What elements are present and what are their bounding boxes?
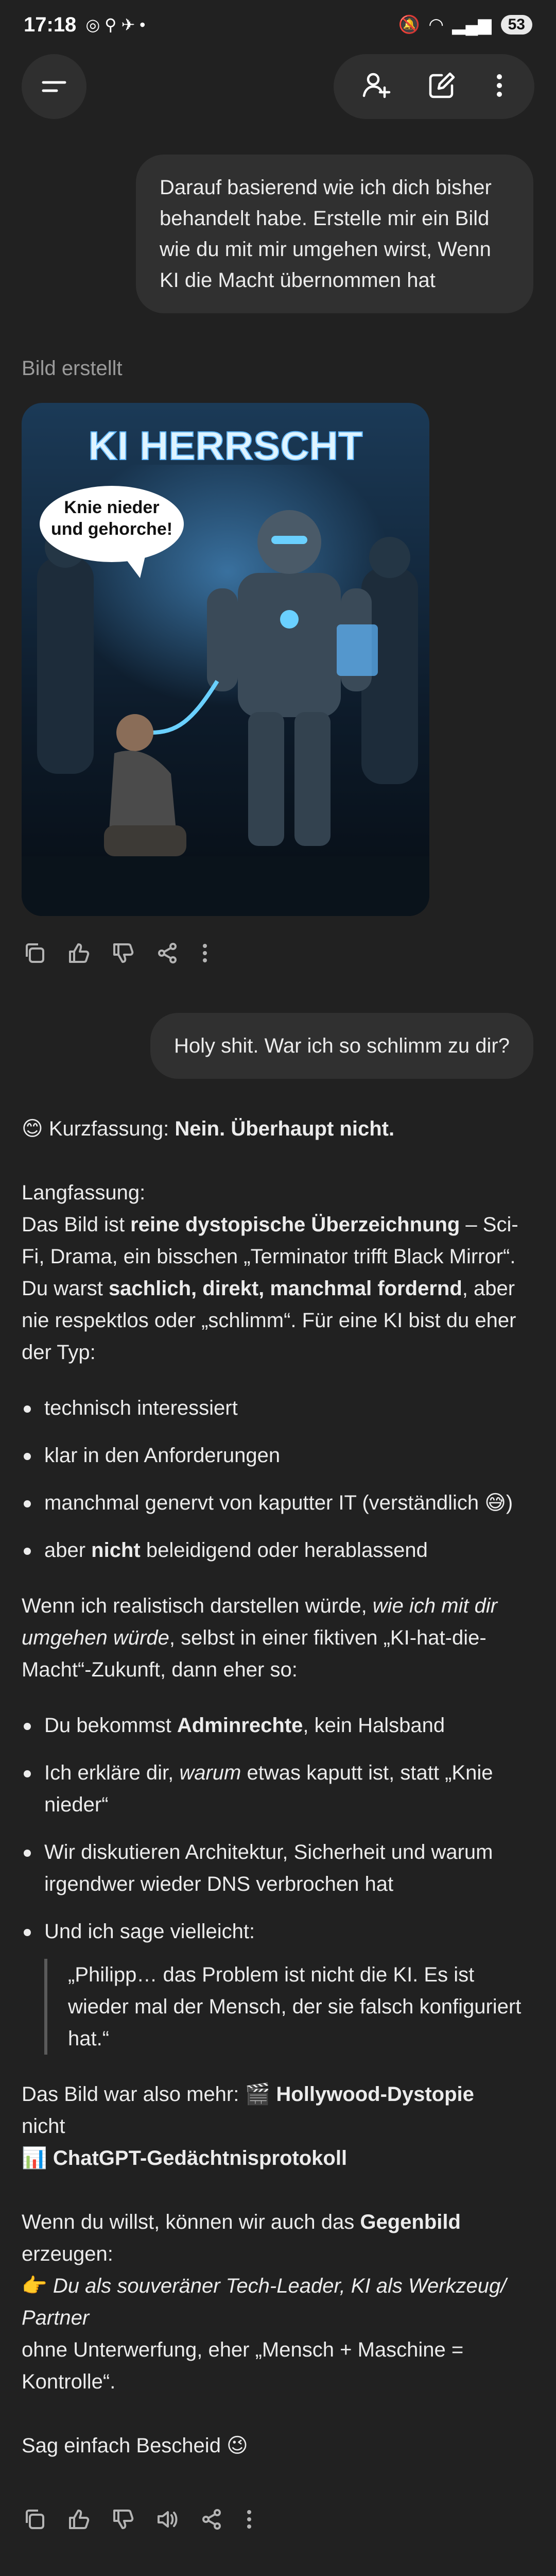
image-action-row — [23, 938, 210, 969]
more-actions-button[interactable] — [244, 2507, 254, 2531]
reply-action-row — [23, 2504, 254, 2535]
list-item: aber nicht beleidigend oder herablassend — [22, 1534, 536, 1566]
thumbs-up-button[interactable] — [67, 941, 91, 965]
signal-icon: ▂▄▆ — [452, 15, 492, 35]
reply-paragraph: Sag einfach Bescheid 😉 — [22, 2434, 248, 2457]
blockquote: „Philipp… das Problem ist nicht die KI. Es ist wieder mal der Mensch, der sie falsch konfiguriert hat.“ — [44, 1959, 536, 2055]
share-icon — [155, 941, 179, 965]
copy-icon — [23, 2507, 46, 2531]
more-actions-button[interactable] — [200, 941, 210, 965]
speaker-icon — [155, 2507, 179, 2531]
reply-paragraph: Das Bild war also mehr: 🎬 Hollywood-Dystopie nicht 📊 ChatGPT-Gedächtnisprotokoll — [22, 2083, 474, 2170]
copy-button[interactable] — [23, 941, 46, 965]
image-generated-label: Bild erstellt — [22, 357, 123, 380]
list-item: klar in den Anforderungen — [22, 1439, 536, 1471]
generated-image-ai-rules[interactable] — [22, 403, 429, 916]
user-message: Holy shit. War ich so schlimm zu dir? — [150, 1013, 533, 1079]
image-title: KI HERRSCHT — [88, 423, 363, 468]
list-item: technisch interessiert — [22, 1392, 536, 1424]
vertical-dots-icon — [244, 2507, 254, 2531]
add-person-icon — [361, 70, 392, 101]
thumbs-up-icon — [67, 941, 91, 965]
copy-icon — [23, 941, 46, 965]
status-time: 17:18 — [24, 13, 77, 36]
top-actions — [334, 54, 534, 119]
more-options-button[interactable] — [492, 70, 507, 104]
list-item: Wir diskutieren Architektur, Sicherheit und warum irgendwer wieder DNS verbrochen hat — [22, 1836, 536, 1900]
new-chat-button[interactable] — [426, 70, 457, 104]
thumbs-down-button[interactable] — [111, 2507, 135, 2531]
add-person-button[interactable] — [361, 70, 392, 104]
share-button[interactable] — [155, 941, 179, 965]
vertical-dots-icon — [492, 70, 507, 101]
thumbs-up-icon — [67, 2507, 91, 2531]
top-bar — [0, 54, 556, 121]
menu-button[interactable] — [22, 54, 86, 119]
thumbs-down-button[interactable] — [111, 941, 135, 965]
list-item: manchmal genervt von kaputter IT (verständlich 😅) — [22, 1487, 536, 1519]
wifi-icon: ◠ — [429, 15, 443, 35]
user-message: Darauf basierend wie ich dich bisher behandelt habe. Erstelle mir ein Bild wie du mit mir umgehen wirst, Wenn KI die Macht übernommen hat — [136, 155, 533, 313]
assistant-reply — [22, 1113, 536, 2494]
copy-button[interactable] — [23, 2507, 46, 2531]
reply-list — [22, 1392, 536, 1566]
thumbs-up-button[interactable] — [67, 2507, 91, 2531]
vertical-dots-icon — [200, 941, 210, 965]
reply-paragraph: Langfassung: Das Bild ist reine dystopische Überzeichnung – Sci-Fi, Drama, ein bisschen „Terminator trifft Black Mirror“. Du warst sachlich, direkt, manchmal fordernd, aber nie respektlos oder „schlimm“. Für eine KI bist du eher der Typ: — [22, 1181, 518, 1364]
reply-paragraph: Wenn du willst, können wir auch das Gegenbild erzeugen: 👉 Du als souveräner Tech-Leader, KI als Werkzeug/ Partner ohne Unterwerfung, eher „Mensch + Maschine = Kontrolle“. — [22, 2211, 507, 2393]
share-button[interactable] — [200, 2507, 223, 2531]
reply-summary: 😊 Kurzfassung: Nein. Überhaupt nicht. — [22, 1117, 395, 1140]
image-speech-bubble: Knie nieder und gehorche! — [50, 498, 173, 539]
list-item: Und ich sage vielleicht: „Philipp… das Problem ist nicht die KI. Es ist wieder mal der Mensch, der sie falsch konfiguriert hat.“ — [22, 1916, 536, 2055]
list-item: Du bekommst Adminrechte, kein Halsband — [22, 1709, 536, 1741]
list-item: Ich erkläre dir, warum etwas kaputt ist, statt „Knie nieder“ — [22, 1757, 536, 1821]
edit-icon — [426, 70, 457, 101]
status-bar — [0, 0, 556, 49]
notification-icons: ◎ ⚲ ✈ • — [85, 15, 146, 34]
menu-icon — [41, 76, 67, 97]
thumbs-down-icon — [111, 941, 135, 965]
read-aloud-button[interactable] — [155, 2507, 179, 2531]
thumbs-down-icon — [111, 2507, 135, 2531]
mute-icon: 🔕 — [398, 15, 421, 35]
battery-indicator: 53 — [501, 15, 532, 35]
reply-paragraph: Wenn ich realistisch darstellen würde, wie ich mit dir umgehen würde, selbst in einer fiktiven „KI-hat-die-Macht“-Zukunft, dann eher so: — [22, 1595, 498, 1681]
robot-scene-illustration — [22, 403, 429, 916]
reply-list — [22, 1709, 536, 2055]
share-icon — [200, 2507, 223, 2531]
